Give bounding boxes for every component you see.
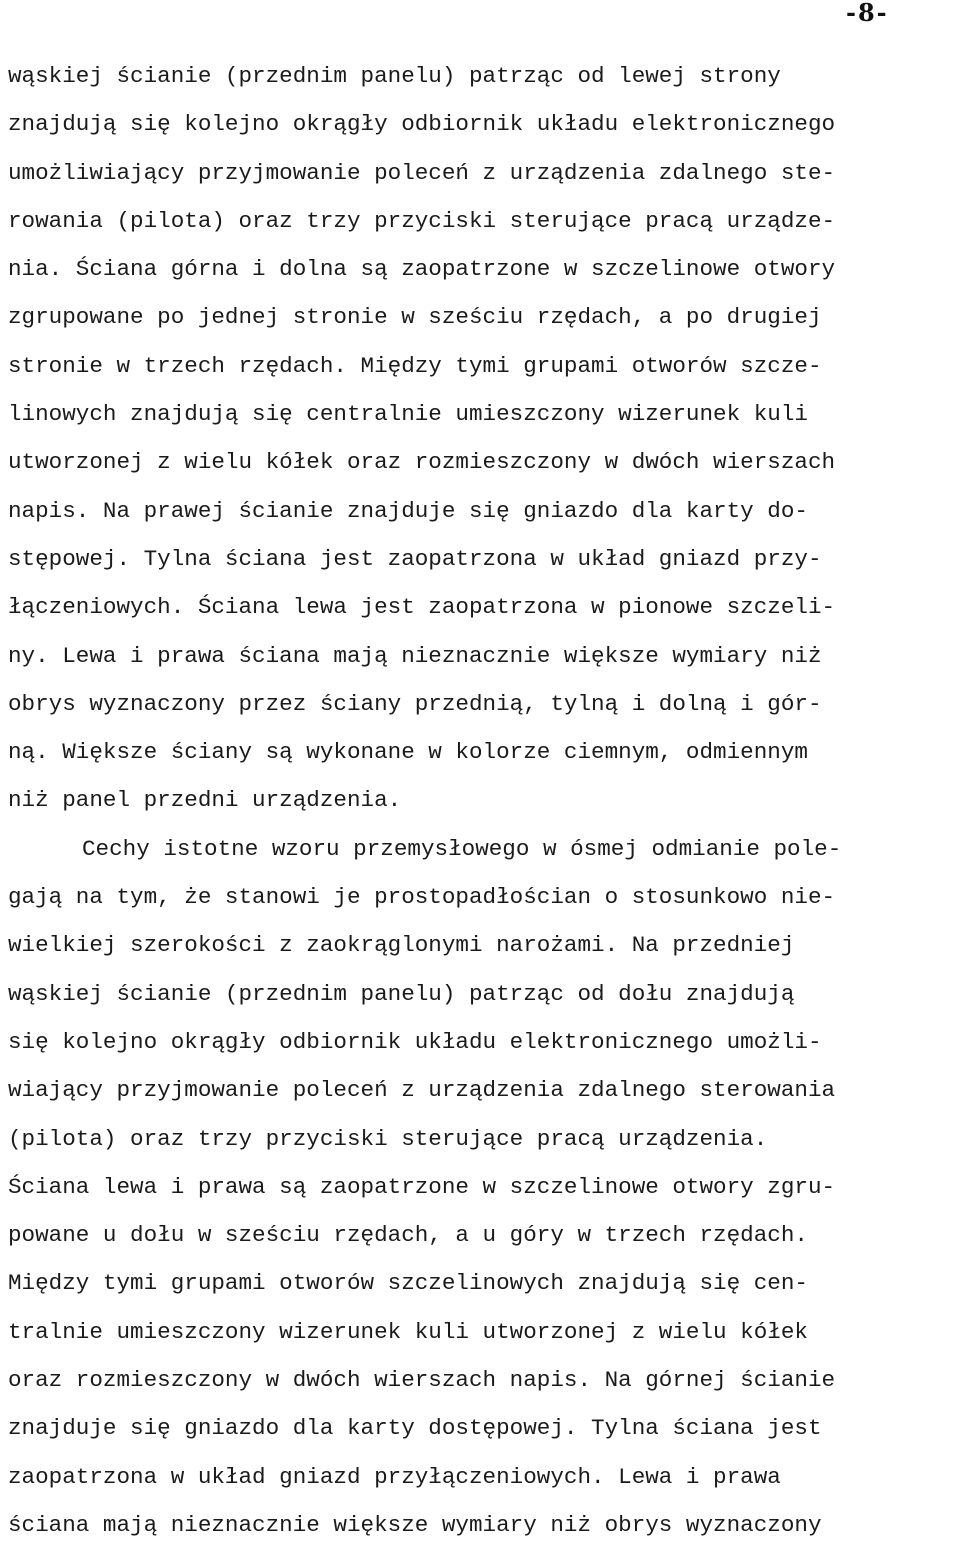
text-line: ny. Lewa i prawa ściana mają nieznacznie większe wymiary niż <box>8 642 822 669</box>
text-line: niż panel przedni urządzenia. <box>8 787 402 814</box>
text-line: oraz rozmieszczony w dwóch wierszach napis. Na górnej ścianie <box>8 1367 836 1394</box>
text-line: Między tymi grupami otworów szczelinowych znajdują się cen- <box>8 1270 808 1297</box>
text-line: zgrupowane po jednej stronie w sześciu rzędach, a po drugiej <box>8 304 822 331</box>
text-line: umożliwiający przyjmowanie poleceń z urządzenia zdalnego ste- <box>8 159 836 186</box>
text-line: wielkiej szerokości z zaokrąglonymi narożami. Na przedniej <box>8 932 795 959</box>
text-line: znajduje się gniazdo dla karty dostępowej. Tylna ściana jest <box>8 1415 822 1442</box>
text-line: Cechy istotne wzoru przemysłowego w ósmej odmianie pole- <box>82 835 842 862</box>
text-line: znajdują się kolejno okrągły odbiornik układu elektronicznego <box>8 111 836 138</box>
text-line: się kolejno okrągły odbiornik układu elektronicznego umożli- <box>8 1028 822 1055</box>
document-body <box>8 52 952 1549</box>
text-line: tralnie umieszczony wizerunek kuli utworzonej z wielu kółek <box>8 1318 808 1345</box>
paragraph-2 <box>8 825 952 1549</box>
text-line: gają na tym, że stanowi je prostopadłościan o stosunkowo nie- <box>8 884 836 911</box>
text-line: (pilota) oraz trzy przyciski sterujące pracą urządzenia. <box>8 1125 768 1152</box>
text-line: wiający przyjmowanie poleceń z urządzenia zdalnego sterowania <box>8 1077 836 1104</box>
text-line: łączeniowych. Ściana lewa jest zaopatrzona w pionowe szczeli- <box>8 594 836 621</box>
text-line: wąskiej ścianie (przednim panelu) patrząc od dołu znajdują <box>8 980 795 1007</box>
text-line: napis. Na prawej ścianie znajduje się gniazdo dla karty do- <box>8 497 808 524</box>
text-line: wąskiej ścianie (przednim panelu) patrząc od lewej strony <box>8 63 781 89</box>
text-line: stronie w trzech rzędach. Między tymi grupami otworów szcze- <box>8 352 822 379</box>
paragraph-1 <box>8 52 952 825</box>
text-line: linowych znajdują się centralnie umieszczony wizerunek kuli <box>8 401 808 428</box>
text-line: ną. Większe ściany są wykonane w kolorze ciemnym, odmiennym <box>8 739 808 766</box>
text-line: zaopatrzona w układ gniazd przyłączeniowych. Lewa i prawa <box>8 1463 781 1490</box>
text-line: ściana mają nieznacznie większe wymiary niż obrys wyznaczony <box>8 1511 822 1538</box>
text-line: Ściana lewa i prawa są zaopatrzone w szczelinowe otwory zgru- <box>8 1173 836 1200</box>
text-line: utworzonej z wielu kółek oraz rozmieszczony w dwóch wierszach <box>8 449 836 476</box>
text-line: stępowej. Tylna ściana jest zaopatrzona w układ gniazd przy- <box>8 545 822 572</box>
page-number: -8- <box>846 0 889 27</box>
text-line: nia. Ściana górna i dolna są zaopatrzone w szczelinowe otwory <box>8 256 836 283</box>
text-line: obrys wyznaczony przez ściany przednią, tylną i dolną i gór- <box>8 690 822 717</box>
text-line: powane u dołu w sześciu rzędach, a u góry w trzech rzędach. <box>8 1222 808 1249</box>
text-line: rowania (pilota) oraz trzy przyciski sterujące pracą urządze- <box>8 207 836 234</box>
